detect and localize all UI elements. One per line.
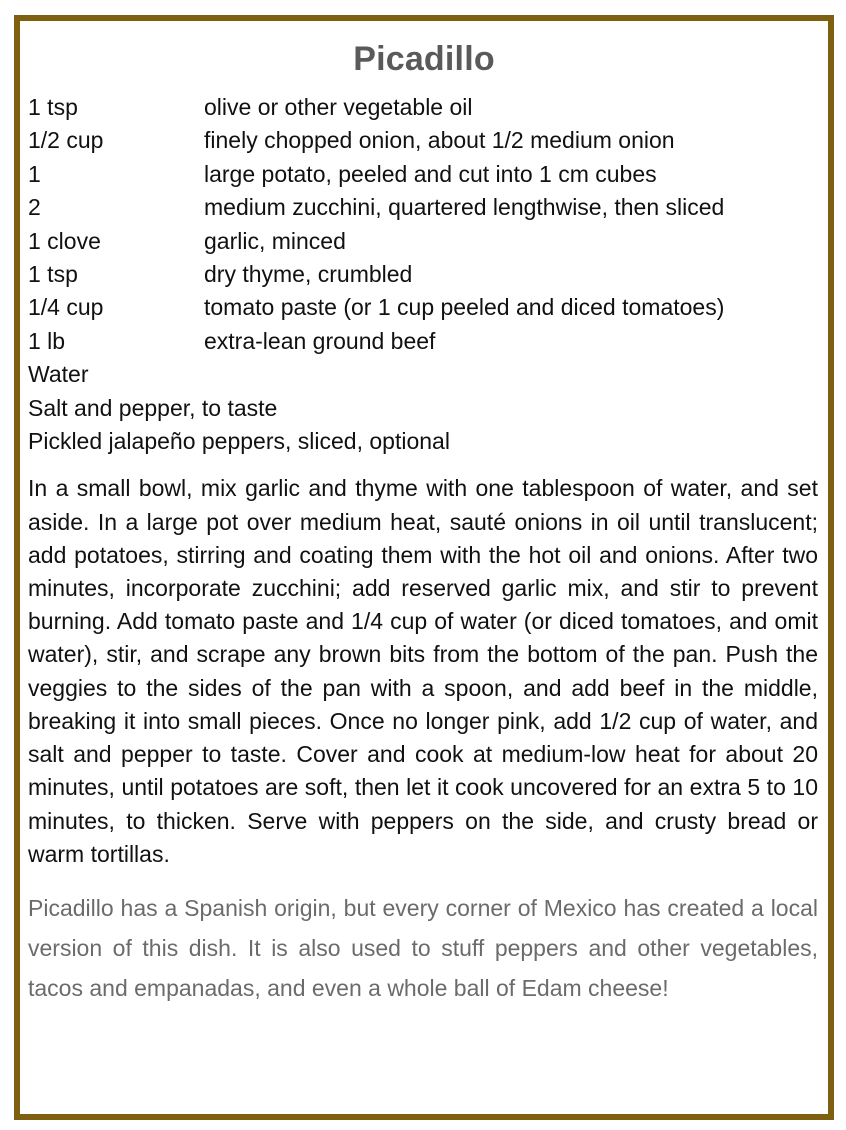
ingredient-name: large potato, peeled and cut into 1 cm cubes: [204, 160, 657, 187]
ingredient-row: [28, 158, 828, 191]
ingredient-quantity: 1 tsp: [28, 94, 78, 120]
ingredient-quantity: 2: [28, 194, 41, 221]
ingredient-name: dry thyme, crumbled: [204, 261, 413, 288]
ingredient-quantity: 1 clove: [28, 227, 101, 254]
ingredient-name: olive or other vegetable oil: [204, 94, 473, 120]
ingredient-extra: Salt and pepper, to taste: [28, 394, 278, 421]
ingredient-name: extra-lean ground beef: [204, 327, 436, 354]
method-paragraph: In a small bowl, mix garlic and thyme with one tablespoon of water, and set aside. In a large pot over medium heat, sauté onions in oil until translucent; add potatoes, stirring and coating them with the hot oil and onions. After two minutes, incorporate zucchini; add reserved garlic mix, and stir to prevent burning. Add tomato paste and 1/4 cup of water (or diced tomatoes, and omit water), stir, and scrape any brown bits from the bottom of the pan. Push the veggies to the sides of the pan with a spoon, and add beef in the middle, breaking it into small pieces. Once no longer pink, add 1/2 cup of water, and salt and pepper to taste. Cover and cook at medium-low heat for about 20 minutes, until potatoes are soft, then let it cook uncovered for an extra 5 to 10 minutes, to thicken. Serve with peppers on the side, and crusty bread or warm tortillas.: [28, 475, 818, 867]
ingredient-quantity: 1: [28, 160, 41, 187]
recipe-title: Picadillo: [353, 40, 495, 78]
ingredient-name: finely chopped onion, about 1/2 medium onion: [204, 127, 675, 154]
ingredient-extra: Pickled jalapeño peppers, sliced, optional: [28, 428, 450, 455]
ingredient-quantity: 1 tsp: [28, 261, 78, 288]
note-paragraph: Picadillo has a Spanish origin, but every corner of Mexico has created a local version of this dish. It is also used to stuff peppers and other vegetables, tacos and empanadas, and even a whole ball of Edam cheese!: [28, 894, 818, 1001]
ingredient-row: [28, 191, 828, 224]
ingredient-extra: Water: [28, 361, 89, 388]
ingredient-row: [28, 325, 828, 358]
ingredient-quantity: 1/2 cup: [28, 127, 104, 154]
ingredient-row: [28, 225, 828, 258]
ingredient-list: [28, 91, 828, 458]
recipe-card: [14, 15, 834, 1120]
ingredient-quantity: 1 lb: [28, 327, 66, 354]
ingredient-row: [28, 124, 828, 157]
ingredient-row: [28, 258, 828, 291]
ingredient-quantity: 1/4 cup: [28, 294, 104, 321]
ingredient-row: [28, 291, 828, 324]
ingredient-name: tomato paste (or 1 cup peeled and diced tomatoes): [204, 294, 725, 321]
ingredient-name: garlic, minced: [204, 227, 346, 254]
ingredient-row: [28, 91, 828, 124]
ingredient-name: medium zucchini, quartered lengthwise, then sliced: [204, 194, 725, 221]
